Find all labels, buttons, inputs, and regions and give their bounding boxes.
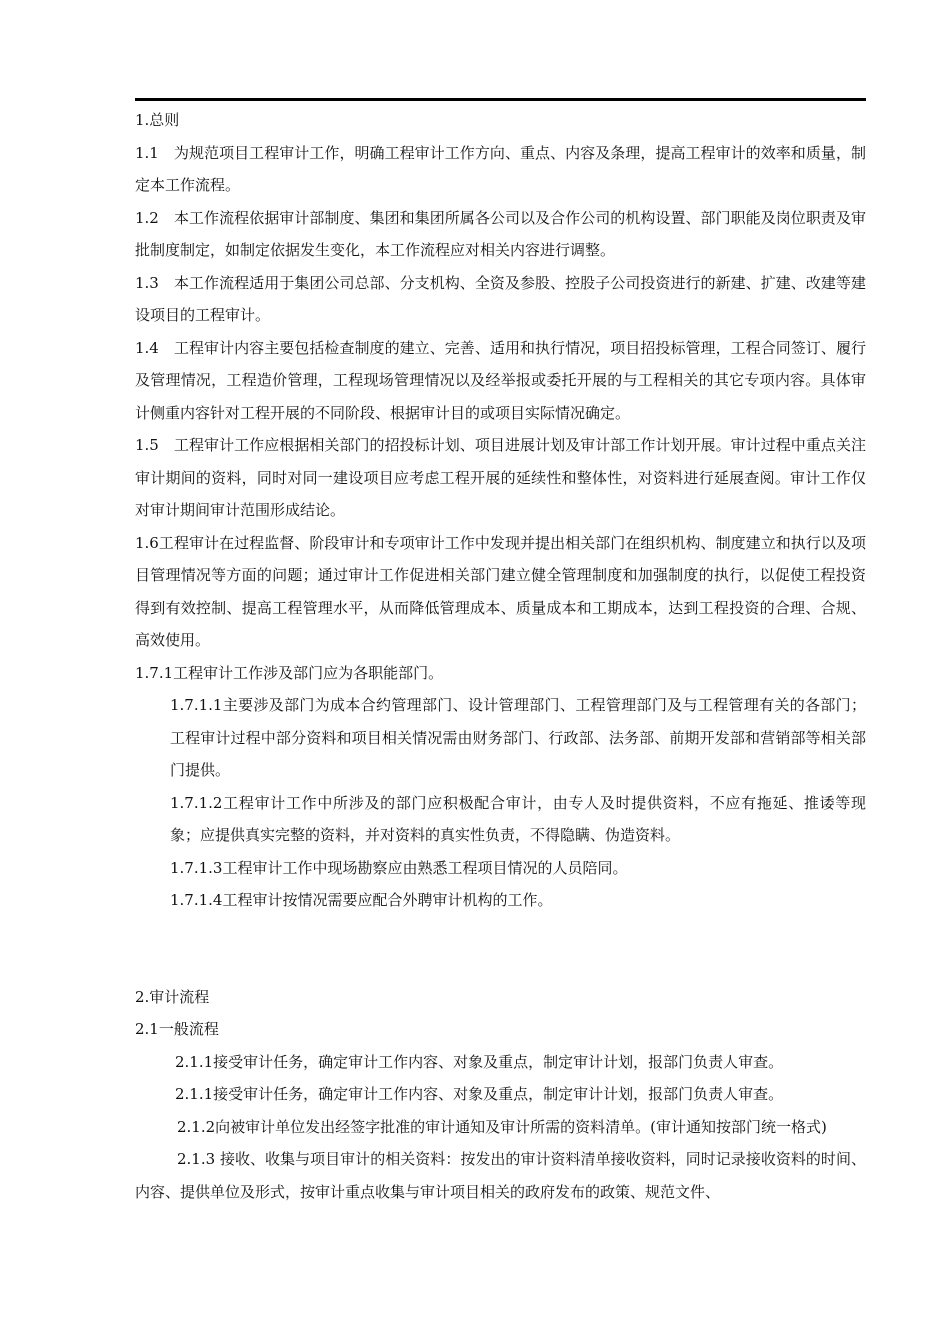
paragraph-2-1: 2.1一般流程 — [135, 1020, 219, 1038]
section-gap — [135, 917, 866, 981]
paragraph-1-7-1-2: 1.7.1.2工程审计工作中所涉及的部门应积极配合审计，由专人及时提供资料，不应有拖延、推诿等现象；应提供真实完整的资料，并对资料的真实性负责，不得隐瞒、伪造资料。 — [170, 793, 866, 844]
paragraph-1-7-1-1: 1.7.1.1主要涉及部门为成本合约管理部门、设计管理部门、工程管理部门及与工程管理有关的各部门；工程审计过程中部分资料和项目相关情况需由财务部门、行政部、法务部、前期开发部和营销部等相关部门提供。 — [170, 696, 866, 779]
paragraph-2-1-1: 2.1.1接受审计任务，确定审计工作内容、对象及重点，制定审计计划，报部门负责人审查。 — [175, 1052, 784, 1071]
paragraph-1-5: 1.5 工程审计工作应根据相关部门的招投标计划、项目进展计划及审计部工作计划开展。审计过程中重点关注审计期间的资料，同时对同一建设项目应考虑工程开展的延续性和整体性，对资料进行延展查阅。审计工作仅对审计期间审计范围形成结论。 — [135, 436, 866, 519]
paragraph-1-4: 1.4 工程审计内容主要包括检查制度的建立、完善、适用和执行情况，项目招投标管理，工程合同签订、履行及管理情况，工程造价管理，工程现场管理情况以及经举报或委托开展的与工程相关的其它专项内容。具体审计侧重内容针对工程开展的不同阶段、根据审计目的或项目实际情况确定。 — [135, 338, 866, 422]
paragraph-1-7-1-3: 1.7.1.3工程审计工作中现场勘察应由熟悉工程项目情况的人员陪同。 — [170, 858, 628, 877]
paragraph-2-1-2: 2.1.2向被审计单位发出经签字批准的审计通知及审计所需的资料清单。(审计通知按部门统一格式) — [177, 1117, 827, 1136]
paragraph-1-7-1-4: 1.7.1.4工程审计按情况需要应配合外聘审计机构的工作。 — [170, 891, 553, 909]
paragraph-1-7-1: 1.7.1工程审计工作涉及部门应为各职能部门。 — [135, 663, 444, 682]
paragraph-1-1: 1.1 为规范项目工程审计工作，明确工程审计工作方向、重点、内容及条理，提高工程审计的效率和质量，制定本工作流程。 — [135, 143, 866, 194]
section-1-heading: 1.总则 — [135, 111, 180, 129]
section-2-heading: 2.审计流程 — [135, 987, 210, 1006]
paragraph-1-2: 1.2 本工作流程依据审计部制度、集团和集团所属各公司以及合作公司的机构设置、部门职能及岗位职责及审批制度制定，如制定依据发生变化，本工作流程应对相关内容进行调整。 — [135, 208, 866, 259]
header-rule — [135, 98, 866, 101]
document-body — [135, 104, 866, 1208]
paragraph-2-1-1-repeat: 2.1.1接受审计任务，确定审计工作内容、对象及重点，制定审计计划，报部门负责人审查。 — [175, 1085, 784, 1103]
paragraph-1-3: 1.3 本工作流程适用于集团公司总部、分支机构、全资及参股、控股子公司投资进行的新建、扩建、改建等建设项目的工程审计。 — [135, 273, 866, 324]
paragraph-2-1-3: 2.1.3 接收、收集与项目审计的相关资料：按发出的审计资料清单接收资料，同时记录接收资料的时间、内容、提供单位及形式，按审计重点收集与审计项目相关的政府发布的政策、规范文件、 — [135, 1150, 866, 1201]
paragraph-1-6: 1.6工程审计在过程监督、阶段审计和专项审计工作中发现并提出相关部门在组织机构、制度建立和执行以及项目管理情况等方面的问题；通过审计工作促进相关部门建立健全管理制度和加强制度的执行，以促使工程投资得到有效控制、提高工程管理水平，从而降低管理成本、质量成本和工期成本，达到工程投资的合理、合规、高效使用。 — [135, 533, 866, 649]
